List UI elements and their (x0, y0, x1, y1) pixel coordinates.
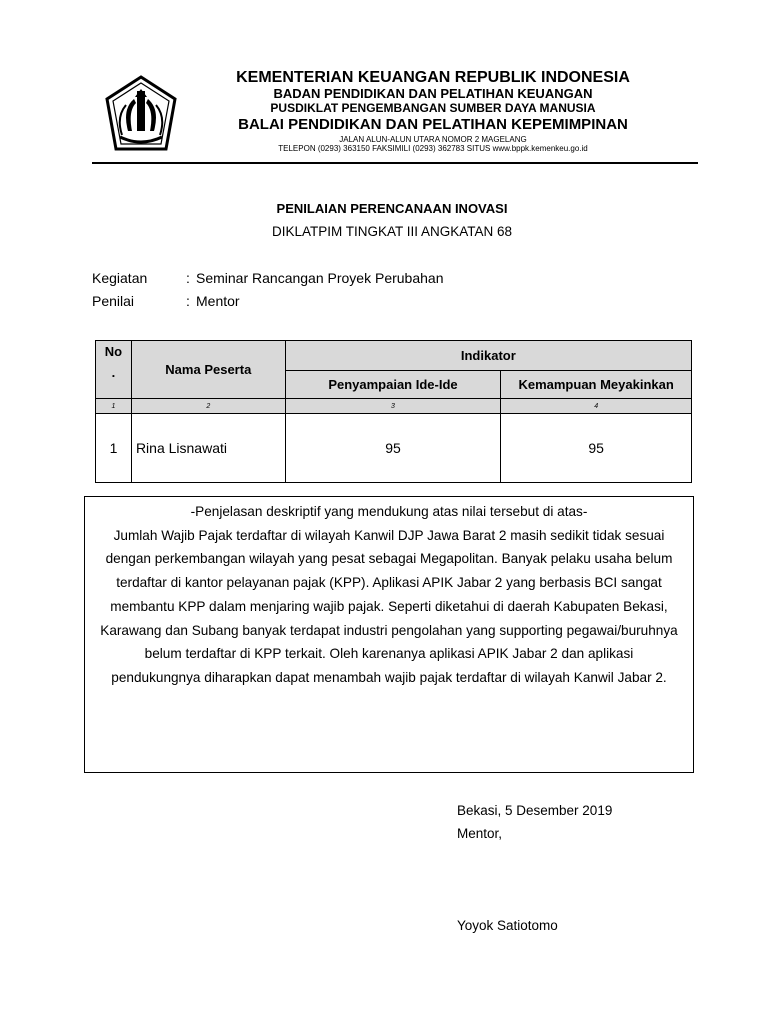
letterhead-divider (92, 162, 698, 164)
header-no (96, 341, 132, 399)
description-line: pendukungnya diharapkan dapat menambah wajib pajak terdaftar di wilayah Kanwil Jabar 2. (111, 669, 667, 685)
description-line: membantu KPP dalam menjaring wajib pajak. Seperti diketahui di daerah Kabupaten Bekasi, (110, 598, 668, 614)
signature-role: Mentor, (457, 826, 503, 841)
letterhead-center: PUSDIKLAT PENGEMBANGAN SUMBER DAYA MANUSIA (270, 101, 596, 115)
description-line: Karawang dan Subang banyak terdapat industri pengolahan yang supporting pegawai/buruhnya (100, 622, 678, 638)
document-title: PENILAIAN PERENCANAAN INOVASI (276, 201, 508, 216)
column-number: 3 (285, 399, 501, 414)
cell-score-1: 95 (285, 414, 501, 483)
signature-place-date: Bekasi, 5 Desember 2019 (457, 803, 613, 818)
description-line: dengan perkembangan wilayah yang pesat sebagai Megapolitan. Banyak pelaku usaha belum (105, 551, 673, 567)
header-indicator-1: Penyampaian Ide-Ide (285, 371, 501, 399)
cell-no: 1 (96, 414, 132, 483)
ministry-emblem-logo (104, 75, 178, 153)
column-number: 2 (131, 399, 285, 414)
description-line: Jumlah Wajib Pajak terdaftar di wilayah Kanwil DJP Jawa Barat 2 masih sedikit tidak sesuai (113, 527, 665, 543)
document-subtitle: DIKLATPIM TINGKAT III ANGKATAN 68 (271, 224, 513, 239)
description-heading: -Penjelasan deskriptif yang mendukung atas nilai tersebut di atas- (190, 504, 588, 519)
cell-name: Rina Lisnawati (131, 414, 285, 483)
meta-label: Kegiatan (92, 270, 148, 286)
description-line: terdaftar di kantor pelayanan pajak (KPP). Aplikasi APIK Jabar 2 yang berbasis BCI sangat (116, 575, 662, 591)
table-row (96, 414, 692, 483)
meta-colon: : (186, 293, 190, 309)
column-number: 4 (501, 399, 692, 414)
column-number: 1 (96, 399, 132, 414)
description-box (84, 496, 694, 773)
meta-value: Mentor (196, 293, 240, 309)
header-no-line2: . (111, 365, 116, 380)
meta-value: Seminar Rancangan Proyek Perubahan (196, 270, 444, 286)
letterhead-office: BALAI PENDIDIKAN DAN PELATIHAN KEPEMIMPINAN (238, 116, 628, 133)
signature-name: Yoyok Satiotomo (457, 918, 558, 933)
cell-score-2: 95 (501, 414, 692, 483)
header-name: Nama Peserta (131, 341, 285, 399)
header-indicator: Indikator (285, 341, 691, 371)
letterhead-agency: BADAN PENDIDIKAN DAN PELATIHAN KEUANGAN (273, 86, 593, 101)
description-line: belum terdaftar di KPP terkait. Oleh karenanya aplikasi APIK Jabar 2 dan aplikasi (144, 646, 634, 662)
meta-label: Penilai (92, 293, 135, 309)
letterhead-address: JALAN ALUN-ALUN UTARA NOMOR 2 MAGELANG (339, 135, 527, 144)
header-indicator-2: Kemampuan Meyakinkan (501, 371, 692, 399)
score-table (95, 340, 692, 483)
header-no-line1: No (104, 344, 123, 359)
letterhead-contact: TELEPON (0293) 363150 FAKSIMILI (0293) 362783 SITUS www.bppk.kemenkeu.go.id (278, 144, 588, 153)
letterhead-ministry: KEMENTERIAN KEUANGAN REPUBLIK INDONESIA (236, 69, 630, 86)
meta-colon: : (186, 270, 190, 286)
